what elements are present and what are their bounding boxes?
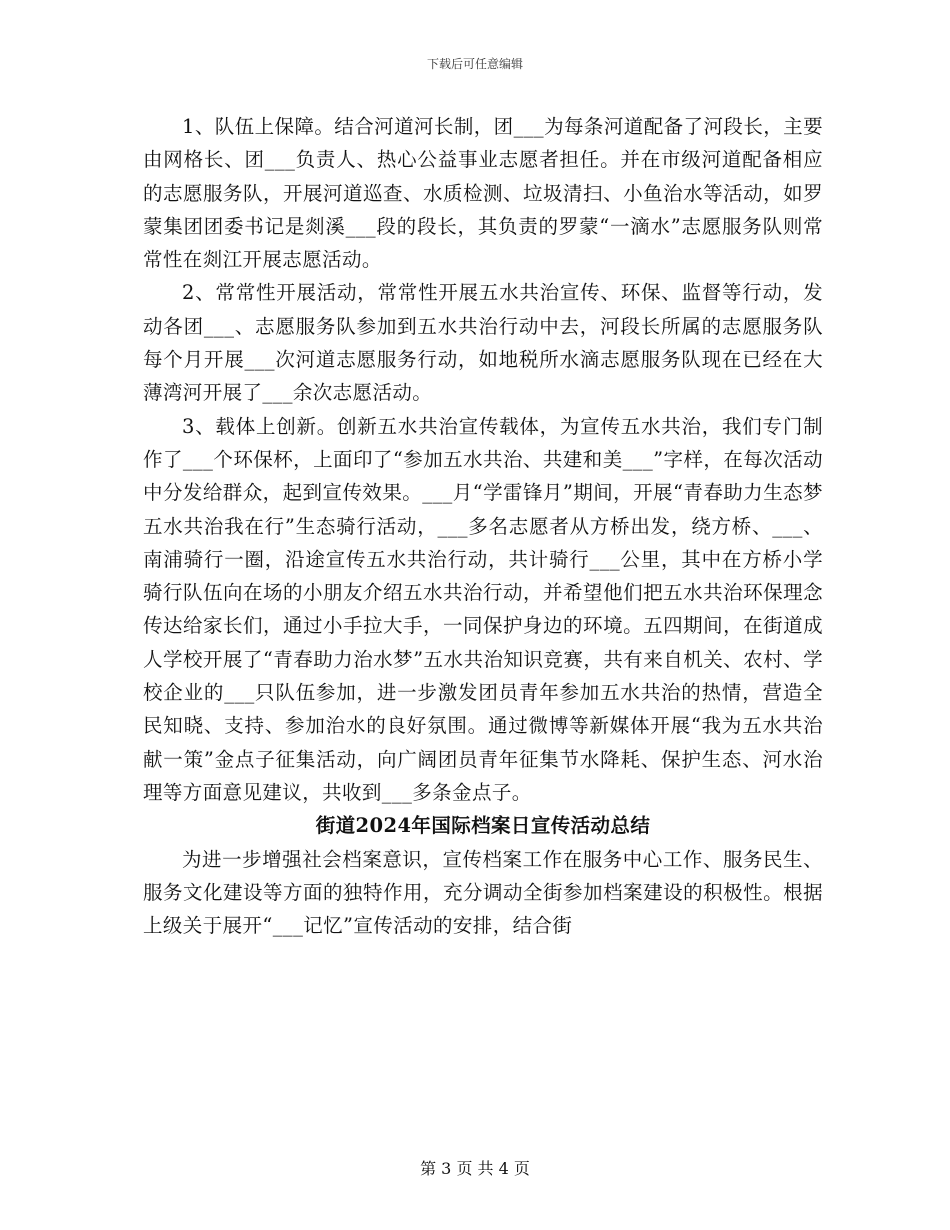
document-body <box>143 110 823 942</box>
section-title: 街道2024年国际档案日宣传活动总结 <box>315 814 651 838</box>
paragraph-regular-activities: 2、常常性开展活动，常常性开展五水共治宣传、环保、监督等行动，发动各团___、志愿服务队参加到五水共治行动中去，河段长所属的志愿服务队每个月开展___次河道志愿服务行动，如地税所水滴志愿服务队现在已经在大薄湾河开展了___余次志愿活动。 <box>143 281 823 405</box>
paragraph-archive-intro: 为进一步增强社会档案意识，宣传档案工作在服务中心工作、服务民生、服务文化建设等方面的独特作用，充分调动全街参加档案建设的积极性。根据上级关于展开“___记忆”宣传活动的安排，结合街 <box>143 847 823 938</box>
page-header: 下载后可任意编辑 <box>426 57 523 71</box>
paragraph-team-guarantee: 1、队伍上保障。结合河道河长制，团___为每条河道配备了河段长，主要由网格长、团___负责人、热心公益事业志愿者担任。并在市级河道配备相应的志愿服务队，开展河道巡查、水质检测、垃圾清扫、小鱼治水等活动，如罗蒙集团团委书记是剡溪___段的段长，其负责的罗蒙“一滴水”志愿服务队则常常性在剡江开展志愿活动。 <box>143 115 823 272</box>
page-footer: 第 3 页 共 4 页 <box>420 1159 530 1178</box>
paragraph-carrier-innovation: 3、载体上创新。创新五水共治宣传载体，为宣传五水共治，我们专门制作了___个环保杯，上面印了“参加五水共治、共建和美___”字样，在每次活动中分发给群众，起到宣传效果。___月“学雷锋月”期间，开展“青春助力生态梦五水共治我在行”生态骑行活动，___多名志愿者从方桥出发，绕方桥、___、南浦骑行一圈，沿途宣传五水共治行动，共计骑行___公里，其中在方桥小学骑行队伍向在场的小朋友介绍五水共治行动，并希望他们把五水共治环保理念传达给家长们，通过小手拉大手，一同保护身边的环境。五四期间，在街道成人学校开展了“青春助力治水梦”五水共治知识竞赛，共有来自机关、农村、学校企业的___只队伍参加，进一步激发团员青年参加五水共治的热情，营造全民知晓、支持、参加治水的良好氛围。通过微博等新媒体开展“我为五水共治献一策”金点子征集活动，向广阔团员青年征集节水降耗、保护生态、河水治理等方面意见建议，共收到___多条金点子。 <box>143 414 823 804</box>
